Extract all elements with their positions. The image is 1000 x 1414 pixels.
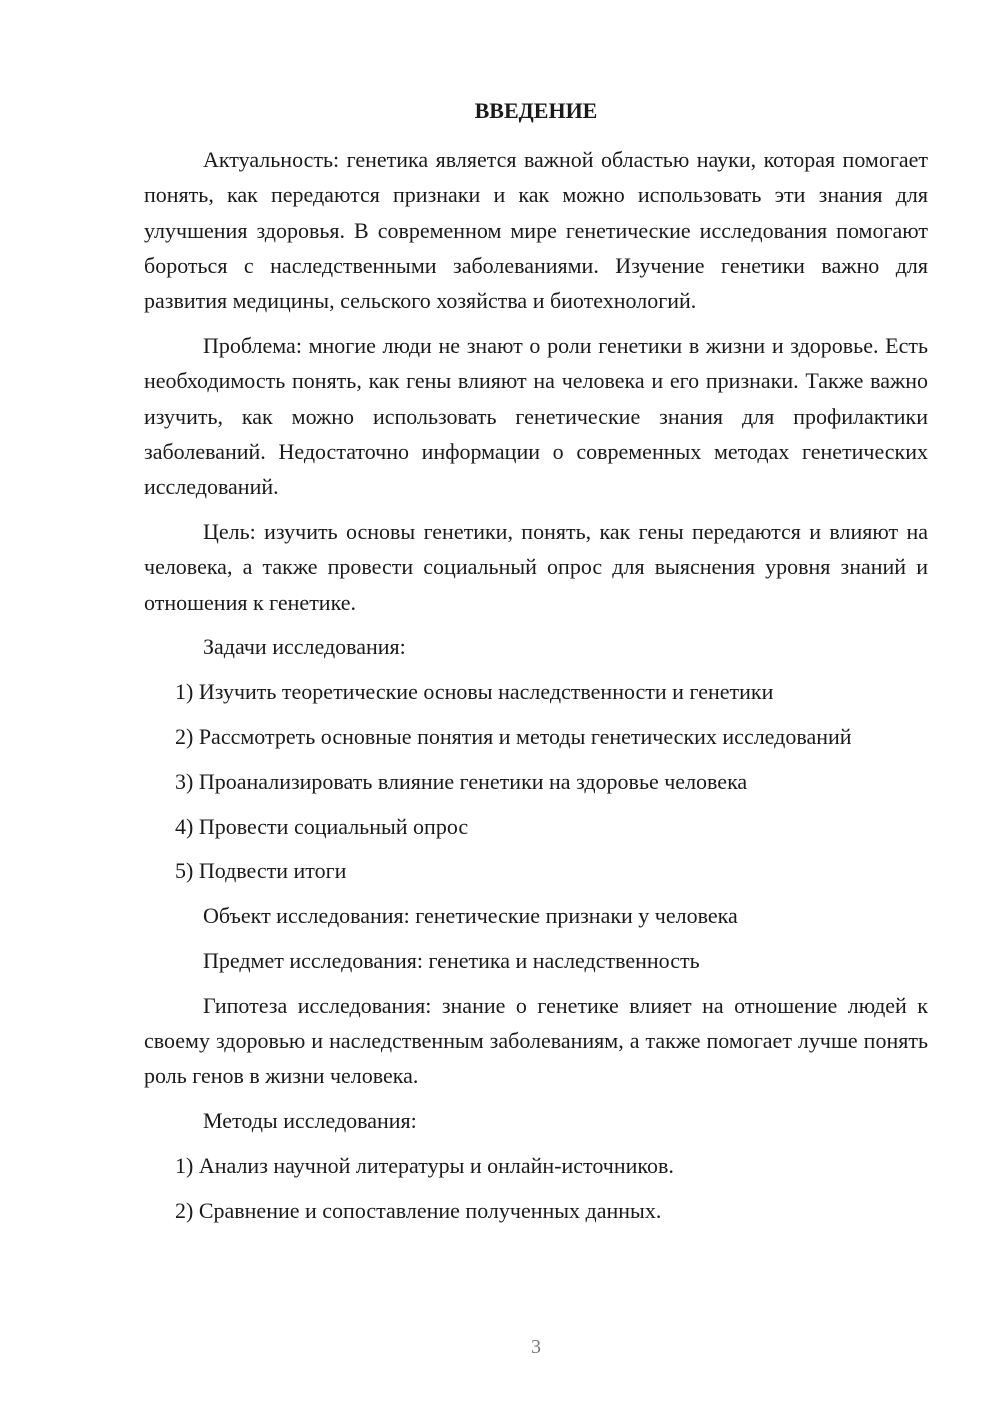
research-object-paragraph: Объект исследования: генетические признаки у человека — [203, 903, 738, 929]
page-number: 3 — [531, 1336, 541, 1358]
task-item-2: 2) Рассмотреть основные понятия и методы генетических исследований — [175, 723, 852, 749]
relevance-paragraph: Актуальность: генетика является важной областью науки, которая помогает понять, как передаются признаки и как можно использовать эти знания для улучшения здоровья. В современном мире генетические исследования помогают бороться с наследственными заболеваниями. Изучение генетики важно для развития медицины, сельского хозяйства и биотехнологий. — [144, 147, 928, 314]
hypothesis-paragraph: Гипотеза исследования: знание о генетике влияет на отношение людей к своему здоровью и наследственным заболеваниям, а также помогает лучше понять роль генов в жизни человека. — [144, 992, 928, 1089]
tasks-heading: Задачи исследования: — [203, 634, 406, 660]
section-title: ВВЕДЕНИЕ — [474, 98, 598, 123]
method-item-1: 1) Анализ научной литературы и онлайн-источников. — [175, 1152, 674, 1178]
task-item-4: 4) Провести социальный опрос — [175, 813, 469, 839]
document-page — [144, 0, 928, 1414]
task-item-3: 3) Проанализировать влияние генетики на здоровье человека — [175, 768, 748, 794]
goal-paragraph: Цель: изучить основы генетики, понять, как гены передаются и влияют на человека, а также провести социальный опрос для выяснения уровня знаний и отношения к генетике. — [144, 518, 928, 615]
problem-paragraph: Проблема: многие люди не знают о роли генетики в жизни и здоровье. Есть необходимость понять, как гены влияют на человека и его признаки. Также важно изучить, как можно использовать генетические знания для профилактики заболеваний. Недостаточно информации о современных методах генетических исследований. — [144, 332, 928, 500]
methods-heading: Методы исследования: — [203, 1108, 417, 1134]
method-item-2: 2) Сравнение и сопоставление полученных данных. — [175, 1197, 662, 1223]
task-item-5: 5) Подвести итоги — [175, 858, 347, 884]
body-text — [144, 142, 928, 1238]
task-item-1: 1) Изучить теоретические основы наследственности и генетики — [175, 679, 774, 705]
research-subject-paragraph: Предмет исследования: генетика и наследственность — [203, 947, 700, 973]
